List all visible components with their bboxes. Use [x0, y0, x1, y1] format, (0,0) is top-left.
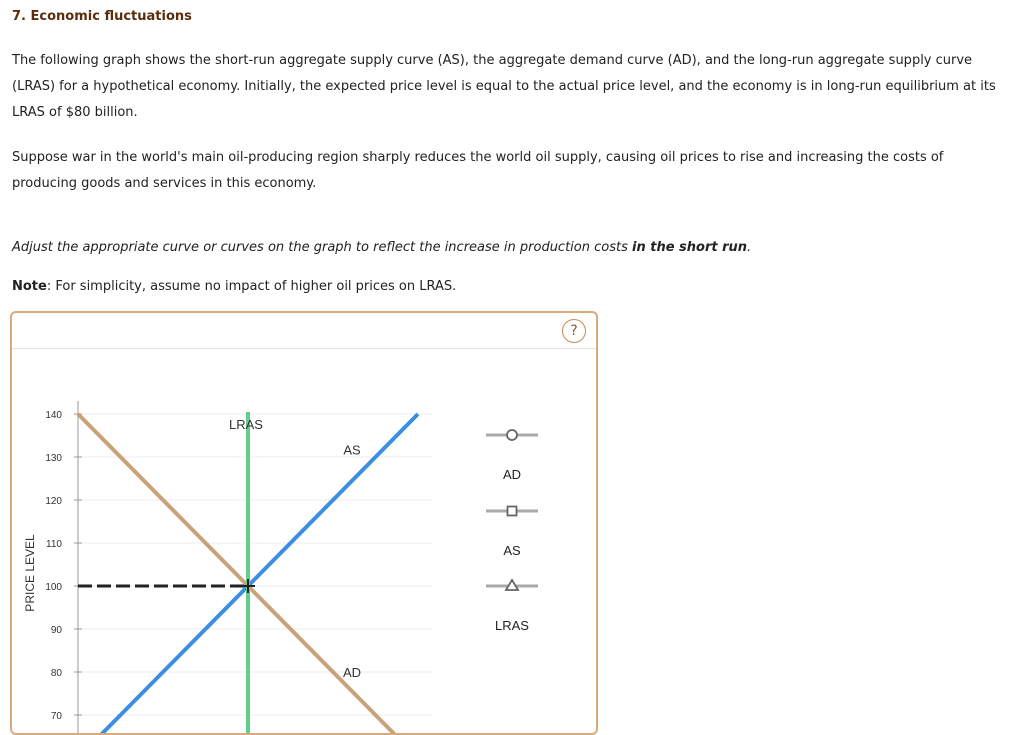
- help-icon[interactable]: ?: [562, 319, 586, 343]
- legend: [486, 430, 538, 633]
- y-tick-label-120: 120: [45, 496, 62, 507]
- note-paragraph: [12, 274, 1012, 300]
- y-tick-label-110: 110: [46, 539, 62, 550]
- scenario-paragraph: Suppose war in the world's main oil-producing region sharply reduces the world oil supply, causing oil prices to rise and increasing the costs of producing goods and services in this economy.: [12, 150, 944, 191]
- ad-tool[interactable]: [486, 430, 538, 482]
- curves: [78, 412, 418, 733]
- lras-tool[interactable]: [486, 580, 538, 633]
- note-text: : For simplicity, assume no impact of higher oil prices on LRAS.: [46, 279, 457, 294]
- as-tool[interactable]: [486, 507, 538, 559]
- note-label: Note: [12, 279, 47, 294]
- question-title: 7. Economic fluctuations: [12, 9, 192, 24]
- instruction-end: .: [747, 240, 752, 255]
- y-tick-label-140: 140: [45, 410, 62, 421]
- grid: [78, 414, 432, 715]
- y-ticks: [45, 410, 82, 722]
- y-axis-label: PRICE LEVEL: [23, 534, 37, 612]
- as-tool-square-icon: [508, 507, 517, 516]
- y-tick-label-90: 90: [50, 625, 62, 636]
- y-tick-label-70: 70: [50, 711, 62, 722]
- instruction-emphasis: in the short run: [632, 240, 748, 255]
- lras-tool-label: LRAS: [495, 618, 529, 633]
- instruction-paragraph: [12, 235, 1012, 261]
- intro-paragraph: The following graph shows the short-run aggregate supply curve (AS), the aggregate demand curve (AD), and the long-run aggregate supply curve (LRAS) for a hypothetical economy. Initially, the expected price level is equal to the actual price level, and the economy is in long-run equilibrium at its LRAS of $80 billion.: [12, 53, 996, 120]
- graph-canvas: [12, 313, 596, 733]
- y-tick-label-130: 130: [45, 453, 62, 464]
- ad-curve-label: AD: [342, 665, 362, 680]
- lras-curve-label: LRAS: [229, 417, 263, 432]
- graph-panel: [10, 311, 598, 735]
- ad-tool-label: AD: [502, 467, 522, 482]
- as-curve-label: AS: [343, 442, 361, 458]
- ad-tool-circle-icon: [507, 430, 517, 440]
- as-tool-label: AS: [503, 543, 521, 558]
- y-tick-label-80: 80: [50, 668, 62, 679]
- instruction-text: Adjust the appropriate curve or curves on the graph to reflect the increase in production costs: [12, 240, 632, 255]
- y-tick-label-100: 100: [45, 582, 62, 593]
